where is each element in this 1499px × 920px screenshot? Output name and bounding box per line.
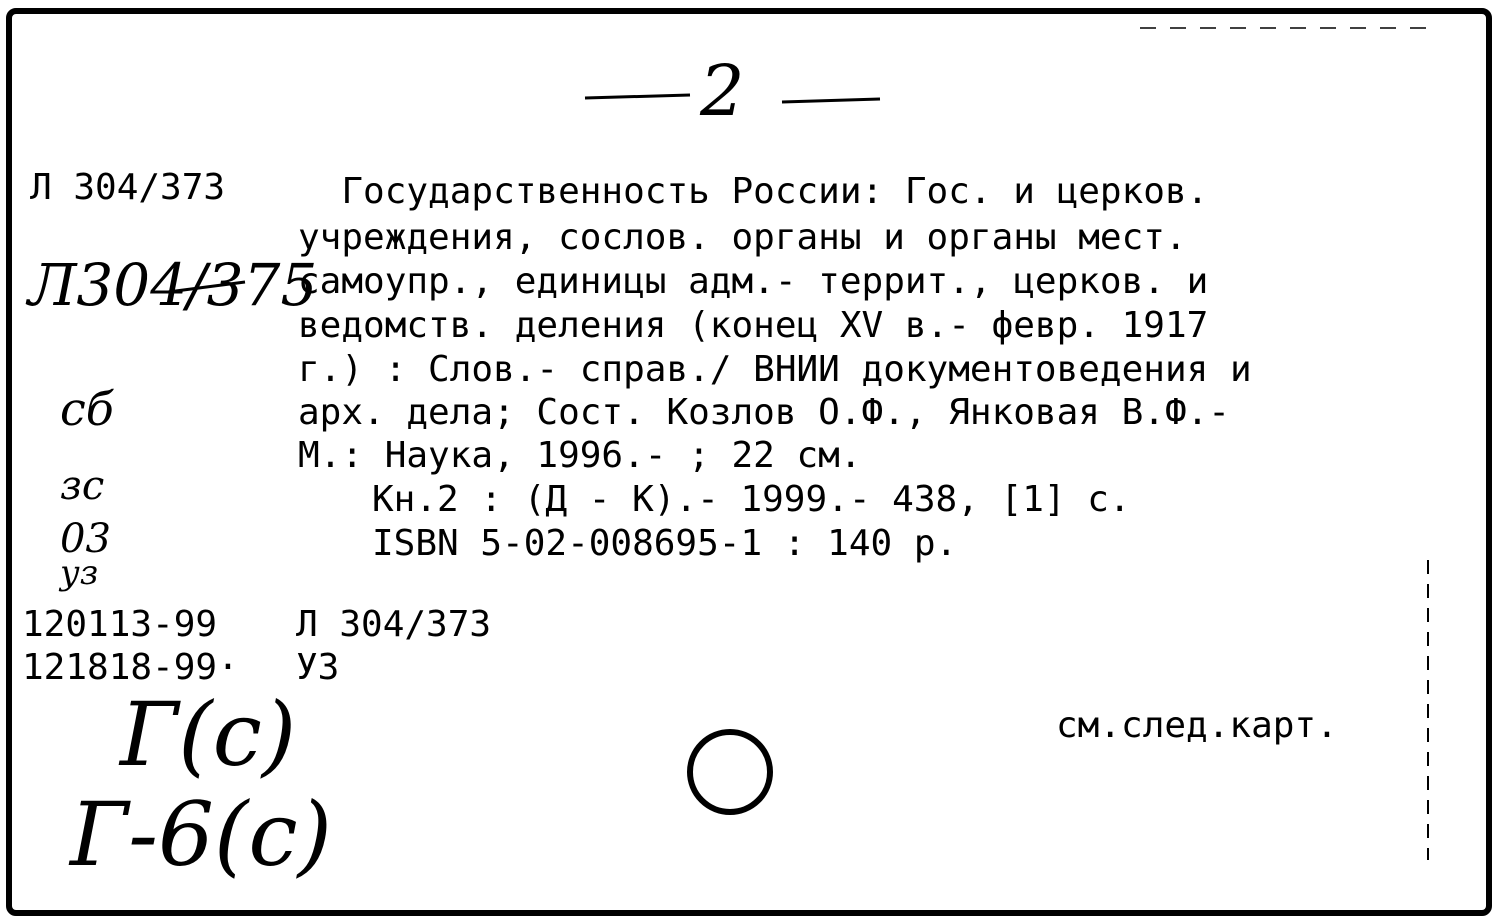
description-line: арх. дела; Сост. Козлов О.Ф., Янковая В.Ф.- [298,392,1230,433]
volume-line: Кн.2 : (Д - К).- 1999.- 438, [1] с. [372,479,1131,520]
handwritten-note-3: 03 [60,516,111,562]
isbn-line: ISBN 5-02-008695-1 : 140 р. [372,523,958,564]
handwritten-note-1: сб [60,382,114,436]
handwritten-classification-1: Г(с) [120,683,297,786]
shelfmark-top: Л 304/373 [30,167,226,208]
page-number: 2 [700,50,745,132]
description-line: М.: Наука, 1996.- ; 22 см. [298,435,862,476]
description-line: ведомств. деления (конец XV в.- февр. 1917 [298,305,1209,346]
description-line: самоупр., единицы адм.- террит., церков. и [298,261,1209,302]
page-mark-dash-left [585,95,690,98]
punch-hole [690,732,770,812]
accession-number-2: 121818-99· [22,647,239,688]
accession-2-shelfmark: УЗ [296,647,340,688]
handwritten-note-2: зс [60,463,105,509]
accession-1-shelfmark: Л 304/373 [296,604,492,645]
page-mark-dash-right [782,99,880,102]
accession-number-1: 120113-99 [22,604,218,645]
description-line: учреждения, сослов. органы и органы мест. [298,217,1187,258]
description-line: Государственность России: Гос. и церков. [298,171,1209,212]
handwritten-shelfmark: Л304/375 [28,251,318,319]
description-line: г.) : Слов.- справ./ ВНИИ документоведения и [298,349,1252,390]
handwritten-note-4: уз [60,553,99,593]
handwritten-classification-2: Г-6(с) [70,783,332,886]
continued-note: см.след.карт. [1056,705,1338,746]
